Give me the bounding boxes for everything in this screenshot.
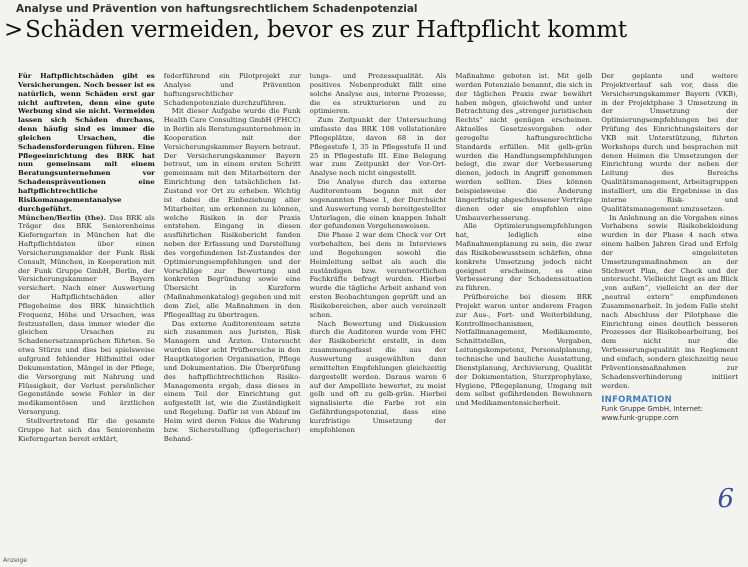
body-paragraph: Maßnahme geboten ist. Mit gelb werden Potenziale benannt, die sich in der täglichen Praxis zwar bewährt haben mögen, gleichwohl und unter Betrachtung des „strenger juristischen Rechts“ nicht genügen erscheinen. Aktuelles Gesetzesvorgaben oder geregelte haftungsrechtliche Standards erfüllen. Mit gelb-grün wurden die Handlungsempfehlungen belegt, die zwar der Verbesserung dienen, jedoch in Angriff genommen werden sollten. Dies können beispielsweise die Änderung längerfristig abgeschlossener Verträge dienen oder sie empfehlen eine Umbauverbesserung. — [455, 72, 593, 222]
article-columns — [18, 72, 738, 552]
column-5 — [601, 72, 738, 552]
dateline: München/Berlin (the). — [18, 213, 107, 222]
body-paragraph: Das externe Auditorenteam setzte sich zusammen aus Juristen, Risk Managern und Ärzten. Untersucht wurden über acht Prüfbereiche in den Hauptkategorien Organisation, Pflege und Dokumentation. Die Überprüfung des haftpflichtrechtlichen Risiko-Managements ergab, dass dieses in einem Teil der Einrichtung gut aufgestellt ist, wie die Zuständigkeit und Regelung. Dafür ist von Ablauf im Heim wird deren Fokus die Wahrung bzw. Sicherstellung (pflegerischer) Behand- — [163, 319, 301, 443]
info-title: INFORMATION — [601, 395, 673, 406]
kicker: Analyse und Prävention von haftungsrechtlichem Schadenpotenzial — [16, 3, 418, 15]
body-paragraph: Nach Bewertung und Diskussion durch die Auditoren wurde vom FHC der Risikobericht erstellt, in dem zusammengefasst die aus der Auswertung ausgewählten dann ermittelten Empfehlungen gleichzeitig dargestellt werden. Daraus waren 6 auf der Ampelliste bewertet, zu meist gelb und oft zu gelb-grün. Hierbei signalisierte die Farbe rot ein Gefährdungspotenzial, dass eine kurzfristige Umsetzung der empfohlenen — [309, 319, 447, 434]
body-paragraph: Zum Zeitpunkt der Untersuchung umfasste das BRK 108 vollstationäre Pflegeplätze, davon 68 in der Pflegestufe I, 35 in Pflegestufe II und 25 in Pflegestufe III. Eine Belegung war zum Zeitpunkt der Vor-Ort-Analyse noch nicht eingestellt. — [309, 116, 447, 178]
body-paragraph: Die Phase 2 war dem Check vor Ort vorbehalten, bei dem in Interviews und Begehungen sowohl die Heimleitung selbst als auch die zuständigen bzw. verantwortlichen Fachkräfte befragt wurden. Hierbei wurde die tägliche Arbeit anhand von ersten Beobachtungen geprüft und an Risikobereichen, aber auch vereinzelt schon. — [309, 231, 447, 319]
headline-title: Schäden vermeiden, bevor es zur Haftpflicht kommt — [25, 17, 627, 43]
column-1 — [18, 72, 155, 552]
body-paragraph: Der geplante und weitere Projektverlauf sah vor, dass die Versicherungskammer Bayern (VKB), in der Projektphase 3 Umsetzung in der Umsetzung der Optimierungsempfehlungen bei der Prüfung des Einrichtungsleiters der VKB mit Unterstützung, führten Workshops durch und besprachen mit denen Heimen die Umsetzungen der Einrichtung wurde der neben der Leitung des Bereichs Qualitätsmanagement, Arbeitsgruppen installiert, um die Ergebnisse in das interne Risk- und Qualitätsmanagement umzusetzen. — [601, 72, 738, 213]
body-paragraph: Prüfbereiche bei diesem BRK Projekt waren unter anderem Fragen zur Aus-, Fort- und Weiterbildung, Kontrollmechanismen, Notfallmanagement, Medikamente, Schnittstellen, Vergaben, Leitungskompetenz, Personalplanung, technische und bauliche Ausstattung, Dienstplanung, Archivierung, Qualität der Dokumentation, Sturzprophylaxe, Hygiene, Pflegeplanung, Umgang mit dem selbst gefährdenden Bewohnern und Medikamentensicherheit. — [455, 293, 593, 408]
body-paragraph: federführend ein Pilotprojekt zur Analyse und Prävention haftungsrechtlicher Schadenpotenziale durchzuführen. — [163, 72, 301, 107]
headline-arrow: > — [4, 17, 24, 43]
column-4 — [455, 72, 592, 552]
handwritten-page-number: 6 — [717, 484, 734, 514]
body-paragraph: lungs- und Prozessqualität. Als positives Nebenprodukt fällt eine solche Analyse aus, interne Prozesse, die es strukturieren und zu optimieren. — [309, 72, 447, 116]
column-2 — [164, 72, 301, 552]
footer-label: Anzeige — [3, 557, 27, 564]
body-paragraph: In Anlehnung an die Vorgaben eines Vorhabens sowie Risikobekleidung wurden in der Phase 4 nach etwa einem halben Jahren Grad und Erfolg der eingeleiteten Umsetzungsmaßnahmen an der Stichwort Plan, der Check und der untersucht. Vielleicht liegt es am Blick „von außen“, vielleicht an der der „neutral extern“ empfundenen Zusammenarbeit. In jedem Falle steht nach Abschluss der Pilotphase die Einrichtung eines deutlich besseren Prozesses der Risikobearbeitung, bei dem nicht nur die Verbesserungsqualität ins Reglement und einfach, sondern gleichzeitig neue Präventionsmaßnahmen zur Schadensverhinderung initiiert werden. — [601, 213, 738, 390]
column-3 — [310, 72, 447, 552]
body-paragraph: Mit dieser Aufgabe wurde die Funk Health Care Consulting GmbH (FHCC) in Berlin als Beratungsunternehmen in Kooperation mit der Versicherungskammer Bayern betraut. Der Versicherungskammer Bayern betraut, um in einem ersten Schritt gemeinsam mit den Mitarbeitern der Einrichtung den tatsächlichen Ist-Zustand vor Ort zu erheben. Wichtig ist dabei die Einbeziehung aller Mitarbeiter, um erkennen zu können, welche Risiken in der Praxis entstehen. Eingang in diesen ausführlichen Risikobericht fanden neben der Erfassung und Darstellung des vorgefundenen Ist-Zustandes der Optimierungsempfehlungen und der Vorschläge zur Bewertung und konkreten Begründung sowie eine Übersicht in Kurzform (Maßnahmenkatalog) gegeben und mit dem Ziel, alle Maßnahmen in den Pflegealltag zu übertragen. — [163, 107, 301, 319]
body-paragraph: Die Analyse durch das externe Auditorenteam begann mit der sogenannten Phase 1, der Durchsicht und Auswertung vorab bereitgestellter Unterlagen, die einen knappen Inhalt der gefundenen Vorgehensweisen. — [309, 178, 447, 231]
headline — [4, 17, 627, 43]
body-paragraph: Alle Optimierungsempfehlungen hat, lediglich eine Maßnahmenplanung zu sein, die zwar das Risikobewusstsein schärfen, ohne konkrete Umsetzung jedoch nicht geeignet erscheinen, es eine Verbesserung der Schadenssituation zu führen. — [455, 222, 593, 293]
body-paragraph: Stellvertretend für die gesamte Gruppe hat sich das Seniorenheim Kieferngarten bereit erklärt, — [18, 416, 155, 443]
info-box — [601, 396, 738, 423]
info-line: Funk Gruppe GmbH, Internet: — [601, 405, 704, 414]
body-text: Das BRK als Träger des BRK Seniorenheims Kieferngarten in München hat die Haftpflichtdaten über einen Versicherungsmakler der Funk Risk Consult, München, in Kooperation mit der Funk Gruppe GmbH, Berlin, der Versicherungskammer Bayern versichert. Nach einer Auswertung der Haftpflichtschäden aller Pflegeheime des BRK hinsichtlich Frequenz, Höhe und Ursachen, was festzustellen, dass immer wieder die gleichen Ursachen zu Schadenersatzansprüchen führten. So etwa Stürze und dies bei spielsweise aufgrund fehlender Hilfsmittel oder Dokumentation, Mängel in der Pflege, die Versorgung mit Nahrung und Flüssigkeit, der Verlust persönlicher Gegenstände sowie Fehler in der medikamentösen und ärztlichen Versorgung. — [18, 213, 155, 417]
body-paragraph — [18, 214, 155, 417]
info-url: www.funk-gruppe.com — [601, 414, 679, 423]
lead-paragraph: Für Haftpflichtschäden gibt es Versicherungen. Noch besser ist es natürlich, wenn Schäden erst gar nicht auftreten, denn eine gute Werbung sind sie nicht. Vermeiden lassen sich Schäden durchaus, denn häufig sind es immer die gleichen Ursachen, die Schadensforderungen führen. Eine Pflegeeinrichtung des BRK hat nun gemeinsam mit einem Beratungsunternehmen vor Schadenspräventionen eine haftpflichtrechtliche Risikomanagementanalyse durchgeführt. — [18, 72, 155, 213]
